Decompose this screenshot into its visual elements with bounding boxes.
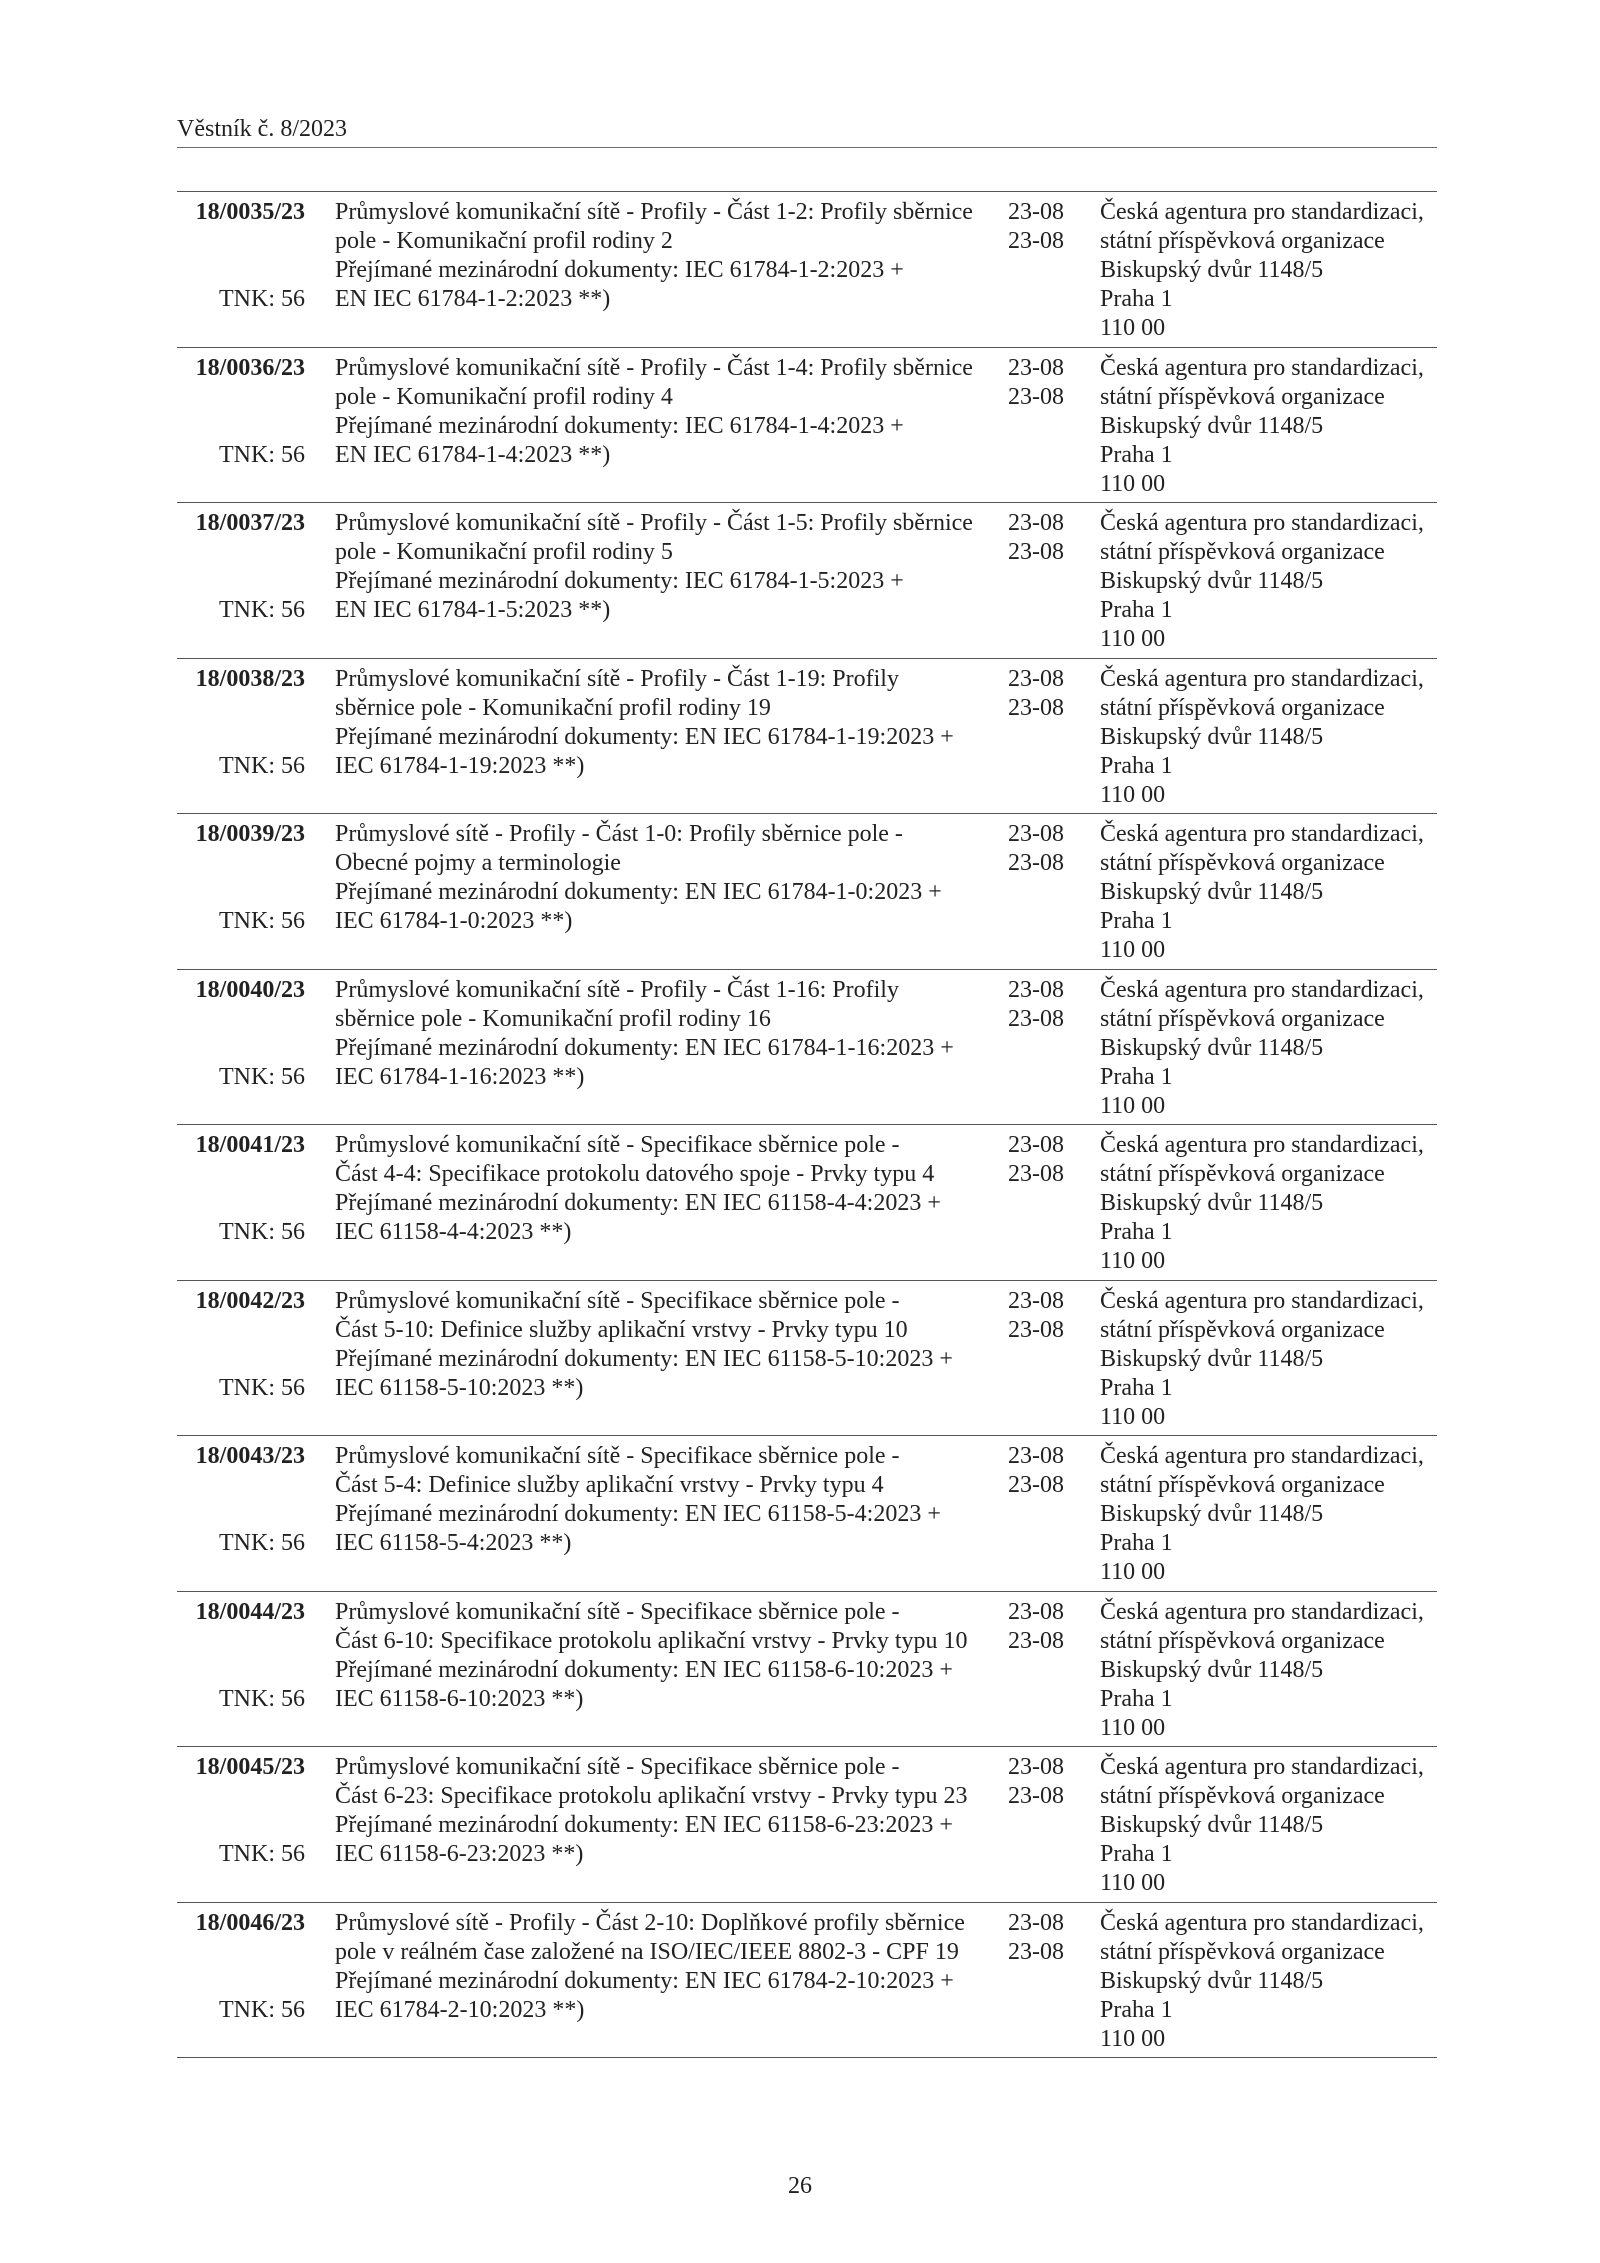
address-line: Biskupský dvůr 1148/5: [1100, 1501, 1324, 1527]
entry-number: 18/0038/23: [195, 665, 305, 692]
address-line: Praha 1: [1100, 1996, 1173, 2023]
entry-address: [1100, 1442, 1424, 1587]
description-line: Průmyslové komunikační sítě - Specifikace sběrnice pole -: [335, 1443, 900, 1469]
entry-number: 18/0039/23: [195, 821, 305, 847]
entry-number: 18/0043/23: [195, 1443, 305, 1469]
description-line: Část 6-10: Specifikace protokolu aplikační vrstvy - Prvky typu 10: [335, 1627, 968, 1654]
description-line: Přejímané mezinárodní dokumenty: EN IEC 61158-6-23:2023 +: [335, 1812, 953, 1838]
entry-address: [1100, 198, 1424, 343]
date-line: 23-08: [1008, 228, 1064, 254]
description-line: Přejímané mezinárodní dokumenty: EN IEC 61158-5-4:2023 +: [335, 1501, 941, 1527]
entry-id-cell: [177, 354, 305, 470]
entry-description: [335, 1598, 968, 1714]
address-line: státní příspěvková organizace: [1100, 1627, 1385, 1654]
entry-tnk: TNK: 56: [219, 752, 305, 779]
entry-number: 18/0042/23: [195, 1287, 305, 1314]
entry-id-cell: [177, 1287, 305, 1403]
notice-table: [177, 191, 1437, 2058]
description-line: Průmyslové komunikační sítě - Profily - Část 1-2: Profily sběrnice: [335, 199, 973, 225]
description-line: sběrnice pole - Komunikační profil rodiny 19: [335, 694, 771, 721]
entry-row: [177, 658, 1437, 814]
entry-address: [1100, 509, 1424, 654]
entry-row: [177, 1902, 1437, 2058]
description-line: IEC 61158-6-10:2023 **): [335, 1685, 584, 1712]
entry-dates: [1008, 509, 1064, 567]
address-line: Česká agentura pro standardizaci,: [1100, 199, 1424, 225]
date-line: 23-08: [1008, 383, 1064, 410]
address-line: Česká agentura pro standardizaci,: [1100, 976, 1424, 1003]
entry-address: [1100, 976, 1424, 1121]
entry-dates: [1008, 1598, 1064, 1656]
entry-dates: [1008, 976, 1064, 1034]
entry-dates: [1008, 665, 1064, 723]
date-line: 23-08: [1008, 850, 1064, 876]
entry-description: [335, 1287, 953, 1403]
description-line: pole - Komunikační profil rodiny 2: [335, 228, 673, 254]
date-line: 23-08: [1008, 1005, 1064, 1032]
address-line: 110 00: [1100, 1870, 1166, 1896]
date-line: 23-08: [1008, 665, 1064, 692]
description-line: Průmyslové komunikační sítě - Profily - Část 1-4: Profily sběrnice: [335, 354, 973, 381]
date-line: 23-08: [1008, 510, 1064, 536]
entry-description: [335, 509, 973, 625]
address-line: Česká agentura pro standardizaci,: [1100, 821, 1424, 847]
entry-number: 18/0035/23: [195, 199, 305, 225]
date-line: 23-08: [1008, 1754, 1064, 1780]
entry-row: [177, 1591, 1437, 1747]
date-line: 23-08: [1008, 1627, 1064, 1654]
date-line: 23-08: [1008, 1472, 1064, 1498]
address-line: Praha 1: [1100, 286, 1173, 312]
entry-tnk: TNK: 56: [219, 1685, 305, 1712]
entry-description: [335, 1442, 941, 1558]
entry-id-cell: [177, 1909, 305, 2025]
entry-address: [1100, 354, 1424, 499]
description-line: Přejímané mezinárodní dokumenty: IEC 61784-1-5:2023 +: [335, 568, 904, 594]
date-line: 23-08: [1008, 1909, 1064, 1936]
description-line: pole v reálném čase založené na ISO/IEC/IEEE 8802-3 - CPF 19: [335, 1938, 959, 1965]
description-line: Část 5-10: Definice služby aplikační vrstvy - Prvky typu 10: [335, 1316, 908, 1343]
date-line: 23-08: [1008, 1783, 1064, 1809]
date-line: 23-08: [1008, 354, 1064, 381]
address-line: Praha 1: [1100, 1219, 1173, 1245]
page-header-title: Věstník č. 8/2023: [177, 116, 347, 142]
description-line: Průmyslové komunikační sítě - Specifikace sběrnice pole -: [335, 1598, 900, 1625]
description-line: Část 5-4: Definice služby aplikační vrstvy - Prvky typu 4: [335, 1472, 884, 1498]
date-line: 23-08: [1008, 199, 1064, 225]
date-line: 23-08: [1008, 1598, 1064, 1625]
address-line: Biskupský dvůr 1148/5: [1100, 1656, 1324, 1683]
address-line: 110 00: [1100, 1559, 1166, 1585]
description-line: Obecné pojmy a terminologie: [335, 850, 621, 876]
address-line: státní příspěvková organizace: [1100, 1783, 1385, 1809]
address-line: Praha 1: [1100, 752, 1173, 779]
address-line: Česká agentura pro standardizaci,: [1100, 510, 1424, 536]
address-line: Praha 1: [1100, 1530, 1173, 1556]
description-line: Průmyslové komunikační sítě - Profily - Část 1-5: Profily sběrnice: [335, 510, 973, 536]
address-line: Praha 1: [1100, 908, 1173, 934]
address-line: státní příspěvková organizace: [1100, 1005, 1385, 1032]
entry-row: [177, 1435, 1437, 1591]
address-line: 110 00: [1100, 470, 1166, 497]
address-line: Praha 1: [1100, 441, 1173, 468]
address-line: státní příspěvková organizace: [1100, 1316, 1385, 1343]
entry-dates: [1008, 1753, 1064, 1811]
description-line: Přejímané mezinárodní dokumenty: EN IEC 61158-6-10:2023 +: [335, 1656, 953, 1683]
date-line: 23-08: [1008, 1287, 1064, 1314]
entry-id-cell: [177, 1131, 305, 1247]
description-line: EN IEC 61784-1-2:2023 **): [335, 286, 611, 312]
entry-description: [335, 1131, 941, 1247]
description-line: IEC 61158-5-10:2023 **): [335, 1374, 584, 1401]
entry-id-cell: [177, 820, 305, 936]
address-line: Česká agentura pro standardizaci,: [1100, 354, 1424, 381]
address-line: Praha 1: [1100, 1685, 1173, 1712]
entry-tnk: TNK: 56: [219, 286, 305, 312]
description-line: IEC 61784-1-0:2023 **): [335, 908, 573, 934]
date-line: 23-08: [1008, 1161, 1064, 1187]
description-line: Přejímané mezinárodní dokumenty: EN IEC 61784-2-10:2023 +: [335, 1967, 954, 1994]
date-line: 23-08: [1008, 1443, 1064, 1469]
date-line: 23-08: [1008, 821, 1064, 847]
entry-dates: [1008, 1287, 1064, 1345]
date-line: 23-08: [1008, 1316, 1064, 1343]
description-line: Průmyslové komunikační sítě - Specifikace sběrnice pole -: [335, 1287, 900, 1314]
description-line: Přejímané mezinárodní dokumenty: EN IEC 61784-1-19:2023 +: [335, 723, 954, 750]
date-line: 23-08: [1008, 976, 1064, 1003]
description-line: Přejímané mezinárodní dokumenty: EN IEC 61784-1-0:2023 +: [335, 879, 942, 905]
address-line: státní příspěvková organizace: [1100, 383, 1385, 410]
date-line: 23-08: [1008, 694, 1064, 721]
entry-number: 18/0041/23: [195, 1132, 305, 1158]
description-line: Průmyslové sítě - Profily - Část 2-10: Doplňkové profily sběrnice: [335, 1909, 965, 1936]
entry-id-cell: [177, 665, 305, 781]
description-line: IEC 61158-4-4:2023 **): [335, 1219, 572, 1245]
description-line: Část 4-4: Specifikace protokolu datového spoje - Prvky typu 4: [335, 1161, 935, 1187]
entry-tnk: TNK: 56: [219, 1841, 305, 1867]
entry-address: [1100, 1131, 1424, 1276]
entry-address: [1100, 1598, 1424, 1743]
description-line: IEC 61158-6-23:2023 **): [335, 1841, 584, 1867]
address-line: Biskupský dvůr 1148/5: [1100, 412, 1324, 439]
entry-id-cell: [177, 198, 305, 314]
entry-row: [177, 191, 1437, 347]
entry-tnk: TNK: 56: [219, 908, 305, 934]
entry-id-cell: [177, 1598, 305, 1714]
entry-address: [1100, 1753, 1424, 1898]
entry-row: [177, 969, 1437, 1125]
address-line: 110 00: [1100, 1714, 1166, 1741]
description-line: Část 6-23: Specifikace protokolu aplikační vrstvy - Prvky typu 23: [335, 1783, 968, 1809]
description-line: IEC 61784-1-19:2023 **): [335, 752, 585, 779]
address-line: 110 00: [1100, 1092, 1166, 1119]
entry-row: [177, 1280, 1437, 1436]
entry-description: [335, 820, 942, 936]
description-line: IEC 61784-1-16:2023 **): [335, 1063, 585, 1090]
description-line: Průmyslové komunikační sítě - Specifikace sběrnice pole -: [335, 1754, 900, 1780]
address-line: státní příspěvková organizace: [1100, 1472, 1385, 1498]
address-line: státní příspěvková organizace: [1100, 1161, 1385, 1187]
address-line: Česká agentura pro standardizaci,: [1100, 665, 1424, 692]
entry-dates: [1008, 1131, 1064, 1189]
address-line: 110 00: [1100, 781, 1166, 808]
entry-address: [1100, 1287, 1424, 1432]
entry-row: [177, 1124, 1437, 1280]
description-line: Průmyslové komunikační sítě - Profily - Část 1-16: Profily: [335, 976, 899, 1003]
entry-dates: [1008, 198, 1064, 256]
description-line: pole - Komunikační profil rodiny 5: [335, 539, 673, 565]
address-line: Česká agentura pro standardizaci,: [1100, 1443, 1424, 1469]
entry-description: [335, 354, 973, 470]
entry-number: 18/0040/23: [195, 976, 305, 1003]
address-line: Biskupský dvůr 1148/5: [1100, 1190, 1324, 1216]
entry-address: [1100, 1909, 1424, 2054]
address-line: státní příspěvková organizace: [1100, 850, 1385, 876]
description-line: EN IEC 61784-1-5:2023 **): [335, 597, 611, 623]
address-line: Biskupský dvůr 1148/5: [1100, 257, 1324, 283]
address-line: Biskupský dvůr 1148/5: [1100, 1345, 1324, 1372]
address-line: Česká agentura pro standardizaci,: [1100, 1909, 1424, 1936]
entry-address: [1100, 820, 1424, 965]
address-line: Biskupský dvůr 1148/5: [1100, 1812, 1324, 1838]
date-line: 23-08: [1008, 539, 1064, 565]
entry-tnk: TNK: 56: [219, 597, 305, 623]
description-line: EN IEC 61784-1-4:2023 **): [335, 441, 611, 468]
entry-tnk: TNK: 56: [219, 1996, 305, 2023]
entry-number: 18/0044/23: [195, 1598, 305, 1625]
description-line: Přejímané mezinárodní dokumenty: EN IEC 61784-1-16:2023 +: [335, 1034, 954, 1061]
address-line: 110 00: [1100, 2025, 1166, 2052]
address-line: Biskupský dvůr 1148/5: [1100, 879, 1324, 905]
address-line: Česká agentura pro standardizaci,: [1100, 1754, 1424, 1780]
entry-tnk: TNK: 56: [219, 1063, 305, 1090]
address-line: Česká agentura pro standardizaci,: [1100, 1132, 1424, 1158]
address-line: Biskupský dvůr 1148/5: [1100, 1967, 1324, 1994]
entry-row: [177, 813, 1437, 969]
description-line: pole - Komunikační profil rodiny 4: [335, 383, 673, 410]
entry-tnk: TNK: 56: [219, 441, 305, 468]
description-line: Přejímané mezinárodní dokumenty: IEC 61784-1-2:2023 +: [335, 257, 904, 283]
address-line: Praha 1: [1100, 1841, 1173, 1867]
entry-dates: [1008, 820, 1064, 878]
entry-description: [335, 665, 954, 781]
address-line: Česká agentura pro standardizaci,: [1100, 1598, 1424, 1625]
address-line: 110 00: [1100, 1403, 1166, 1430]
address-line: Česká agentura pro standardizaci,: [1100, 1287, 1424, 1314]
page-number: 26: [788, 2173, 812, 2199]
address-line: Biskupský dvůr 1148/5: [1100, 1034, 1324, 1061]
description-line: IEC 61158-5-4:2023 **): [335, 1530, 572, 1556]
entry-description: [335, 976, 954, 1092]
entry-tnk: TNK: 56: [219, 1530, 305, 1556]
entry-number: 18/0037/23: [195, 510, 305, 536]
address-line: Biskupský dvůr 1148/5: [1100, 568, 1324, 594]
entry-tnk: TNK: 56: [219, 1219, 305, 1245]
address-line: 110 00: [1100, 315, 1166, 341]
address-line: Biskupský dvůr 1148/5: [1100, 723, 1324, 750]
entry-tnk: TNK: 56: [219, 1374, 305, 1401]
address-line: státní příspěvková organizace: [1100, 228, 1385, 254]
address-line: státní příspěvková organizace: [1100, 539, 1385, 565]
description-line: sběrnice pole - Komunikační profil rodiny 16: [335, 1005, 771, 1032]
entry-number: 18/0045/23: [195, 1754, 305, 1780]
address-line: státní příspěvková organizace: [1100, 694, 1385, 721]
entry-id-cell: [177, 509, 305, 625]
address-line: 110 00: [1100, 937, 1166, 963]
header-divider: [177, 147, 1437, 148]
description-line: Přejímané mezinárodní dokumenty: EN IEC 61158-4-4:2023 +: [335, 1190, 941, 1216]
address-line: Praha 1: [1100, 597, 1173, 623]
entry-id-cell: [177, 976, 305, 1092]
address-line: státní příspěvková organizace: [1100, 1938, 1385, 1965]
entry-description: [335, 1909, 965, 2025]
entry-dates: [1008, 1909, 1064, 1967]
address-line: Praha 1: [1100, 1374, 1173, 1401]
entry-address: [1100, 665, 1424, 810]
description-line: IEC 61784-2-10:2023 **): [335, 1996, 585, 2023]
address-line: 110 00: [1100, 626, 1166, 652]
entry-row: [177, 347, 1437, 503]
date-line: 23-08: [1008, 1132, 1064, 1158]
entry-number: 18/0036/23: [195, 354, 305, 381]
description-line: Přejímané mezinárodní dokumenty: IEC 61784-1-4:2023 +: [335, 412, 904, 439]
entry-dates: [1008, 1442, 1064, 1500]
entry-row: [177, 502, 1437, 658]
entry-number: 18/0046/23: [195, 1909, 305, 1936]
address-line: Praha 1: [1100, 1063, 1173, 1090]
entry-dates: [1008, 354, 1064, 412]
description-line: Průmyslové sítě - Profily - Část 1-0: Profily sběrnice pole -: [335, 821, 903, 847]
entry-id-cell: [177, 1753, 305, 1869]
address-line: 110 00: [1100, 1248, 1166, 1274]
date-line: 23-08: [1008, 1938, 1064, 1965]
entry-id-cell: [177, 1442, 305, 1558]
description-line: Přejímané mezinárodní dokumenty: EN IEC 61158-5-10:2023 +: [335, 1345, 953, 1372]
description-line: Průmyslové komunikační sítě - Specifikace sběrnice pole -: [335, 1132, 900, 1158]
entry-description: [335, 198, 973, 314]
entry-description: [335, 1753, 968, 1869]
entry-row: [177, 1746, 1437, 1902]
description-line: Průmyslové komunikační sítě - Profily - Část 1-19: Profily: [335, 665, 899, 692]
